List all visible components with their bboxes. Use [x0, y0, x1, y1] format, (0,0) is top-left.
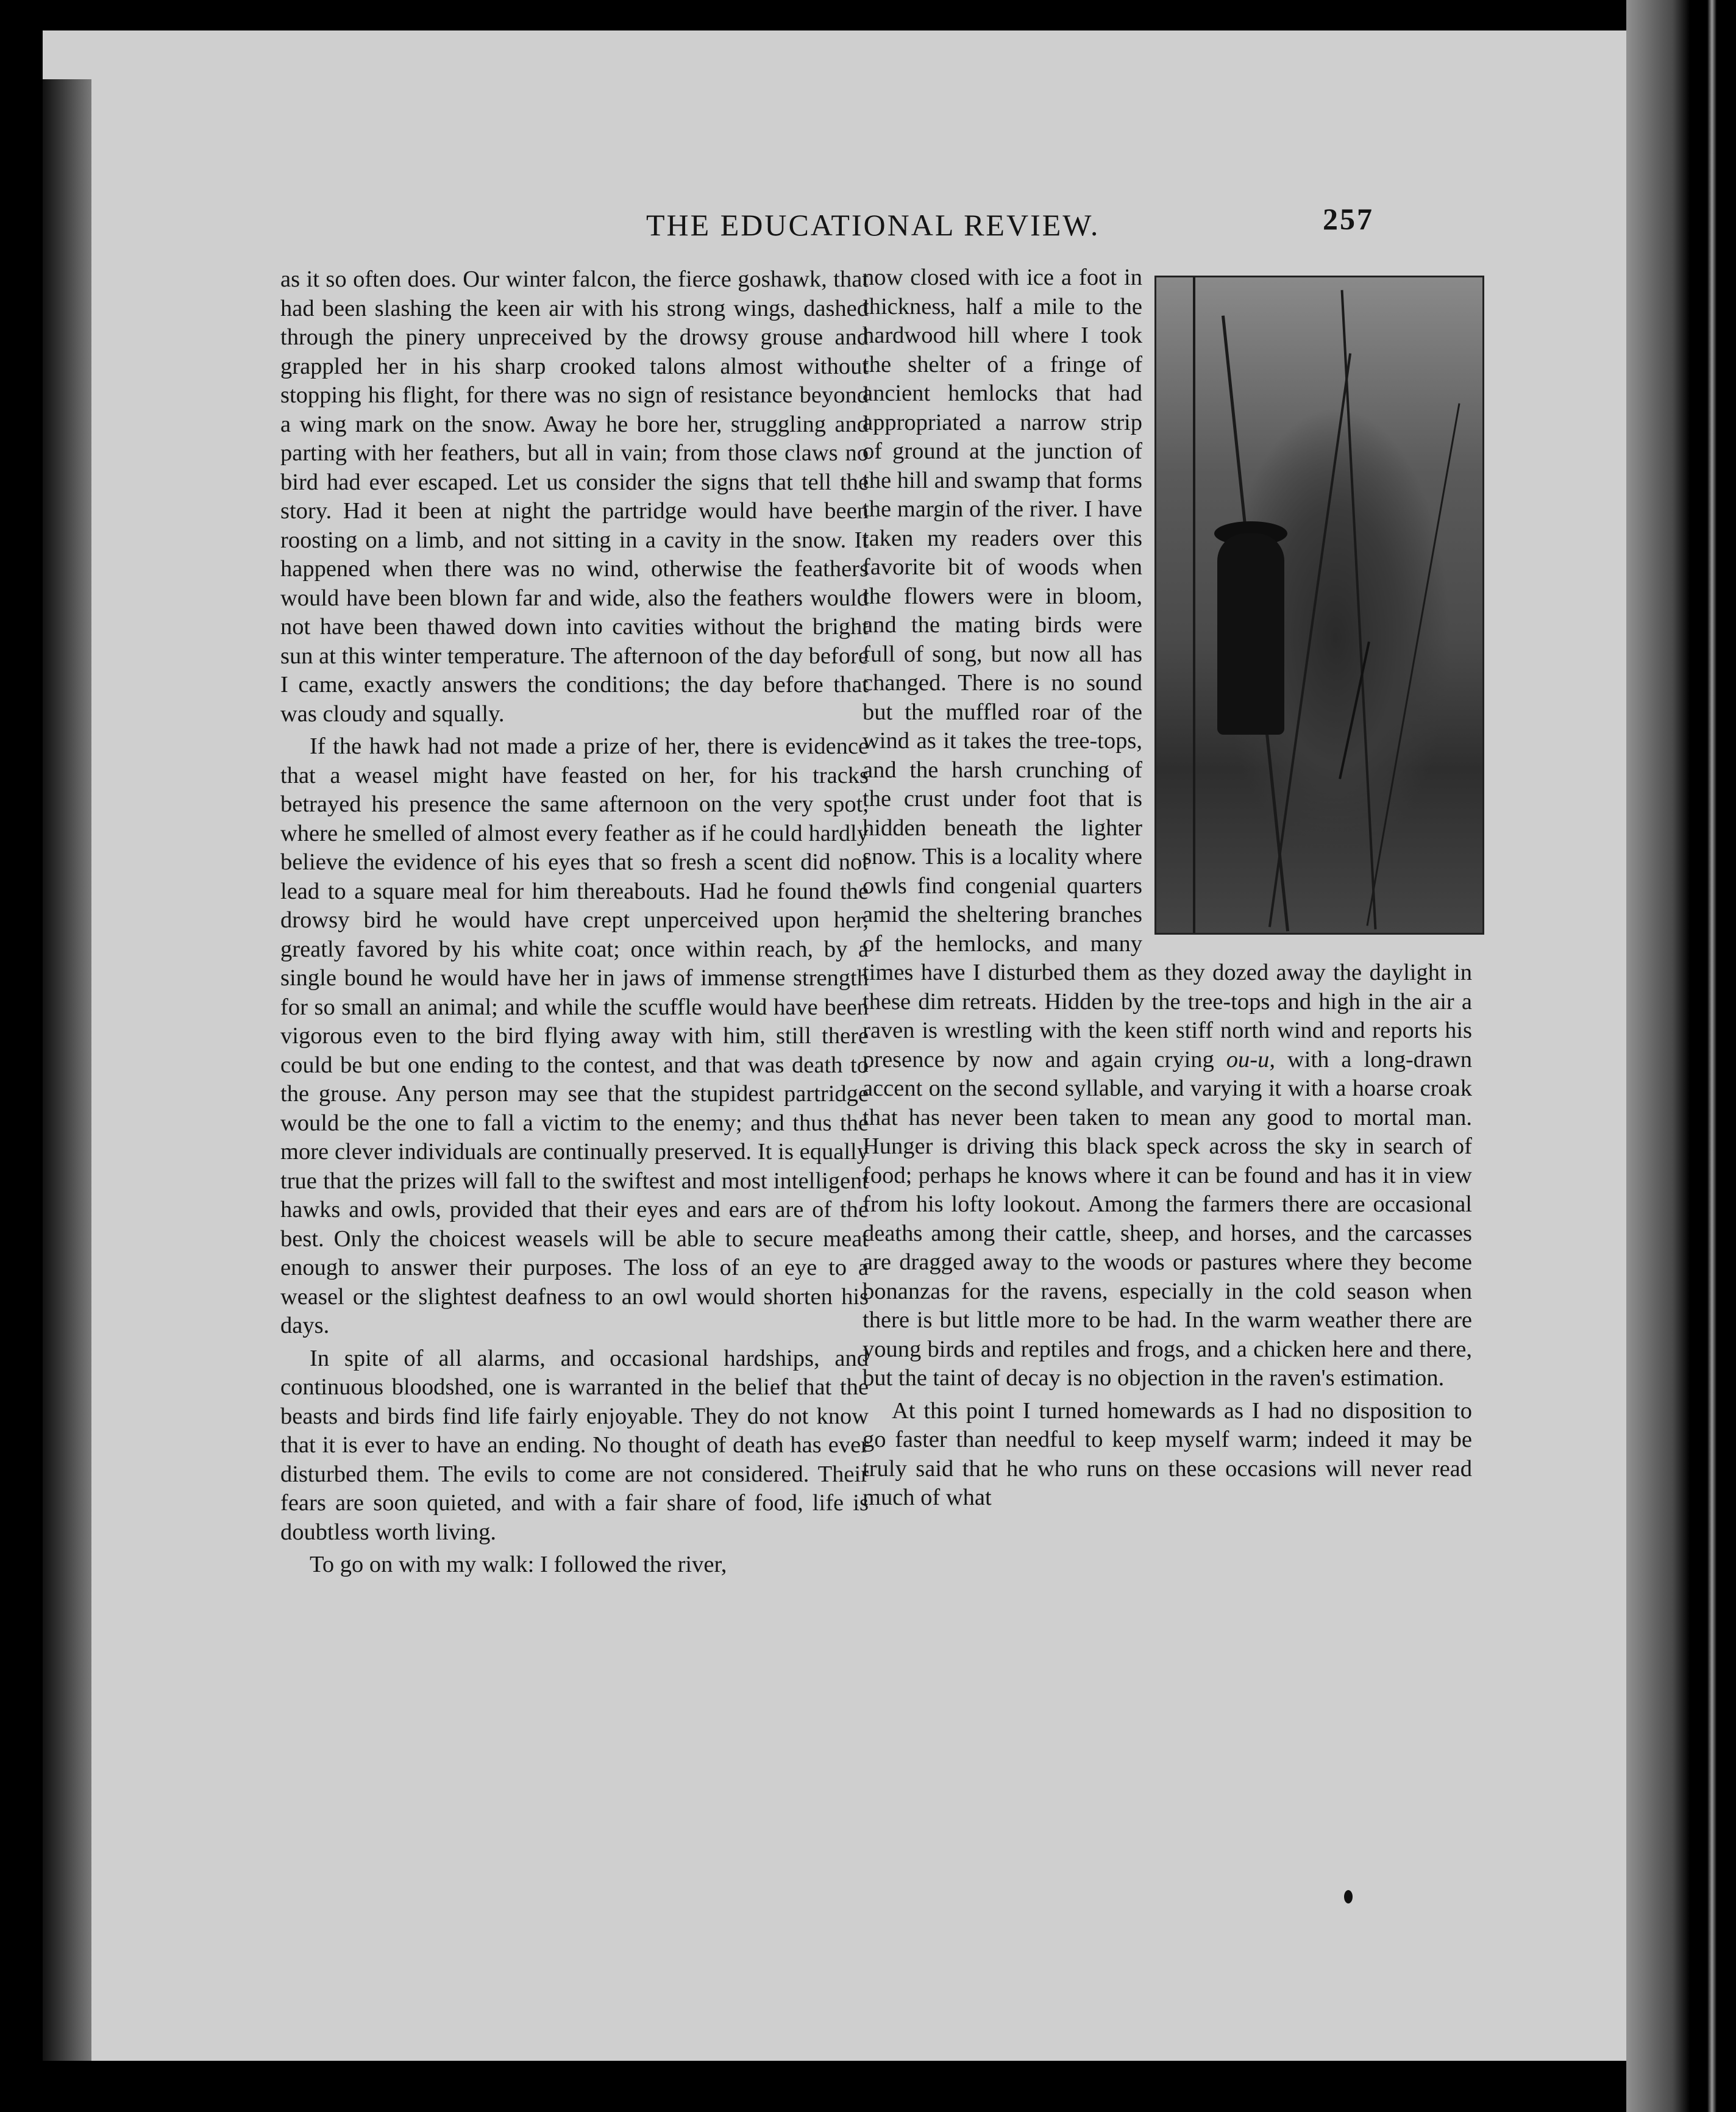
- paragraph: as it so often does. Our winter falcon, the fierce goshawk, that had been slashing the keen air with his strong wings, dashed through the pinery unpreceived by the drowsy grouse and grappled her in his sharp crooked talons almost without stopping his flight, for there was no sign of resistance beyond a wing mark on the snow. Away he bore her, struggling and parting with her feathers, but all in vain; from those claws no bird had ever escaped. Let us consider the signs that tell the story. Had it been at night the partridge would have been roosting on a limb, and not sitting in a cavity in the snow. It happened when there was no wind, otherwise the feathers would have been blown far and wide, also the feathers would not have been thawed down into cavities without the bright sun at this winter temperature. The afternoon of the day before I came, exactly answers the conditions; the day before that was cloudy and squally.: [280, 266, 869, 727]
- paragraph: In spite of all alarms, and occasional hardships, and continuous bloodshed, one is warranted in the belief that the beasts and birds find life fairly enjoyable. They do not know that it is ever to have an ending. No thought of death has ever disturbed them. The evils to come are not considered. Their fears are soon quieted, and with a fair share of food, life is doubtless worth living.: [280, 1345, 869, 1545]
- running-header: [43, 202, 1628, 256]
- left-column: [280, 265, 869, 1580]
- paragraph-text: now closed with ice a foot in thickness, half a mile to the hardwood hill where I took the shelter of a fringe of ancient hemlocks that had appropriated a narrow strip of ground at the junction of the hill and swamp that forms the margin of the river. I have taken my readers over this favorite bit of woods when the flowers were in bloom, and the mating birds were full of song, but now all has changed. There is no sound but the muffled roar of the wind as it takes the tree-tops, and the harsh crunching of the crust under foot that is hidden beneath the lighter snow. This is a locality where owls find congenial quarters amid the sheltering branches of the hemlocks, and many times have I disturbed them as they dozed away the daylight in these dim retreats. Hidden by the tree-tops and high in the air a raven is wrestling with the keen stiff north wind and reports his presence by now and again crying: [863, 265, 1472, 1072]
- book-binding-edge: [1626, 0, 1736, 2112]
- page-number: 257: [1323, 202, 1374, 236]
- paragraph: At this point I turned homewards as I had no disposition to go faster than needful to keep myself warm; indeed it may be truly said that he who runs on these occasions will never read much of what: [863, 1397, 1472, 1510]
- paragraph: If the hawk had not made a prize of her, there is evidence that a weasel might have feasted on her, for his tracks betrayed his presence the same afternoon on the very spot, where he smelled of almost every feather as if he could hardly believe the evidence of his eyes that so fresh a scent did not lead to a square meal for him thereabouts. Had he found the drowsy bird he would have crept unperceived upon her, greatly favored by his white coat; once within reach, by a single bound he would have her in jaws of immense strength for so small an animal; and while the scuffle would have been vigorous even to the bird flying away with him, still there could be but one ending to the contest, and that was death to the grouse. Any person may see that the stupidest partridge would be the one to fall a victim to the enemy; and thus the more clever individuals are continually preserved. It is equally true that the prizes will fall to the swiftest and most intelligent hawks and owls, provided that their eyes and ears are of the best. Only the choicest weasels will be able to secure meat enough to answer their purposes. The loss of an eye to a weasel or the slightest deafness to an owl would shorten his days.: [280, 733, 869, 1338]
- facing-page-edge: [43, 79, 91, 2061]
- book-page: [43, 30, 1628, 2061]
- page-title: THE EDUCATIONAL REVIEW.: [646, 208, 1100, 242]
- paragraph: [863, 263, 1472, 1393]
- paragraph: To go on with my walk: I followed the river,: [310, 1552, 727, 1577]
- ink-dot: [1344, 1890, 1353, 1903]
- paragraph-text: with a long-drawn accent on the second syllable, and varying it with a hoarse croak that has never been taken to mean any good to mortal man. Hunger is driving this black speck across the sky in search of food; perhaps he knows where it can be found and has it in view from his lofty lookout. Among the farmers there are occasional deaths among their cattle, sheep, and horses, and the carcasses are dragged away to the woods or pastures where they become bonanzas for the ravens, especially in the cold season when there is but little more to be had. In the warm weather there are young birds and reptiles and frogs, and a chicken here and there, but the taint of decay is no objection in the raven's estimation.: [863, 1046, 1472, 1391]
- right-column: [863, 263, 1472, 1513]
- photograph-man-in-thicket: [1154, 276, 1484, 935]
- raven-cry: ou-u,: [1226, 1046, 1275, 1072]
